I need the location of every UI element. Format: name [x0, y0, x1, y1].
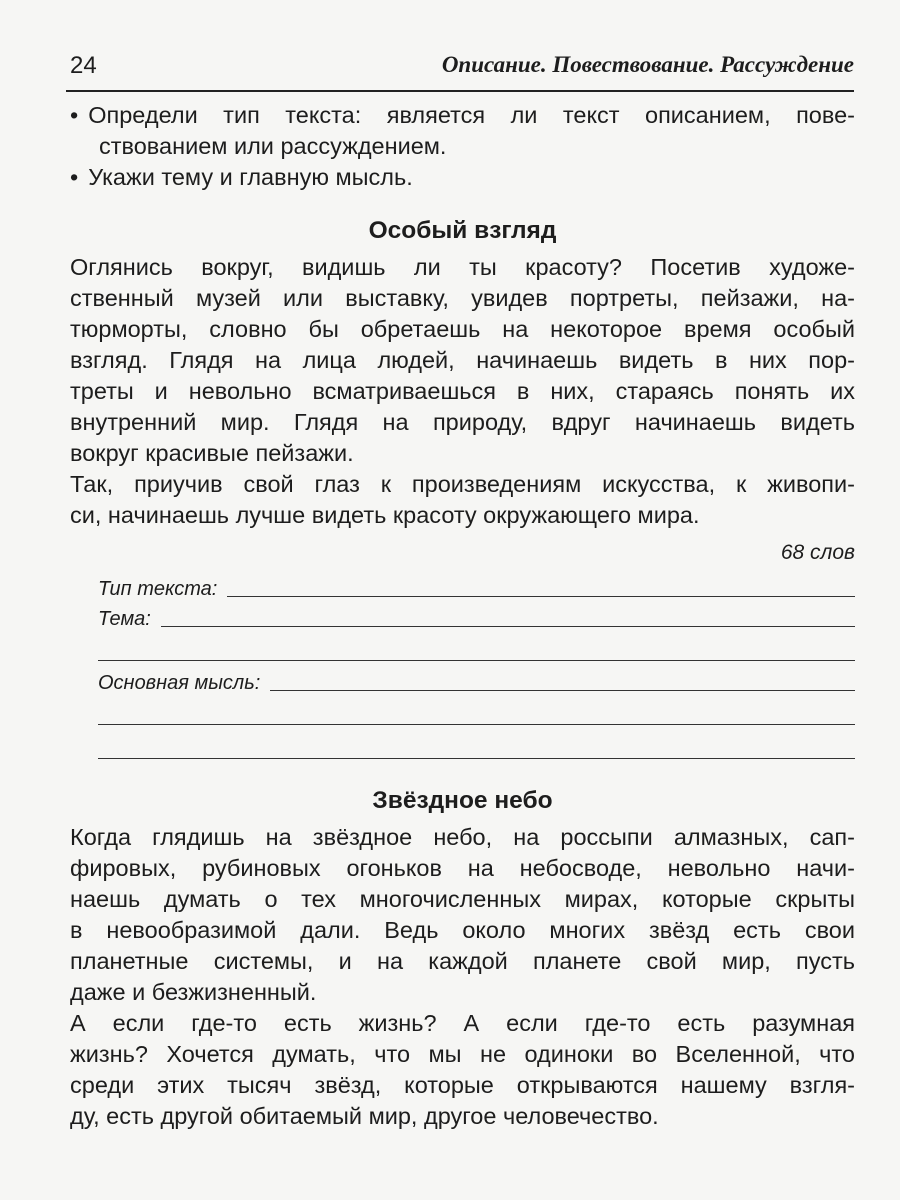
- text1-body: [70, 252, 855, 531]
- text-type-row: [98, 571, 855, 601]
- header-divider: [66, 90, 854, 92]
- text-type-field[interactable]: [227, 596, 855, 597]
- text-line: А если где-то есть жизнь? А если где-то есть разумная: [70, 1010, 855, 1036]
- text-line: фировых, рубиновых огоньков на небосводе, невольно начи-: [70, 855, 855, 881]
- text-line: си, начинаешь лучше видеть красоту окружающего мира.: [70, 502, 700, 528]
- text-line: Оглянись вокруг, видишь ли ты красоту? Посетив художе-: [70, 254, 855, 280]
- answer-form: [70, 571, 855, 759]
- page-number: 24: [70, 52, 97, 79]
- text-line: в невообразимой дали. Ведь около многих звёзд есть свои: [70, 917, 855, 943]
- task-line: • Укажи тему и главную мысль.: [70, 164, 413, 190]
- page-content: [70, 100, 855, 1132]
- text-line: взгляд. Глядя на лица людей, начинаешь видеть в них пор-: [70, 347, 855, 373]
- theme-field[interactable]: [161, 626, 855, 627]
- theme-field-continuation[interactable]: [98, 631, 855, 661]
- theme-row: [98, 601, 855, 631]
- word-count: 68 слов: [780, 541, 855, 564]
- text-line: тюрморты, словно бы обретаешь на некоторое время особый: [70, 316, 855, 342]
- main-idea-row: [98, 665, 855, 695]
- text-type-label: Тип текста:: [98, 578, 218, 600]
- main-idea-field-continuation[interactable]: [98, 729, 855, 759]
- text-line: жизнь? Хочется думать, что мы не одиноки во Вселенной, что: [70, 1041, 855, 1067]
- task-line: • Определи тип текста: является ли текст описанием, пове-: [70, 102, 855, 128]
- text2-title: Звёздное небо: [372, 787, 553, 814]
- task-line: ствованием или рассуждением.: [99, 133, 447, 159]
- main-idea-field-continuation[interactable]: [98, 695, 855, 725]
- text-line: Так, приучив свой глаз к произведениям искусства, к живопи-: [70, 471, 855, 497]
- text-line: внутренний мир. Глядя на природу, вдруг начинаешь видеть: [70, 409, 855, 435]
- text1-title: Особый взгляд: [368, 217, 557, 244]
- text-line: ду, есть другой обитаемый мир, другое человечество.: [70, 1103, 659, 1129]
- bullet-icon: •: [70, 164, 79, 190]
- text-line: даже и безжизненный.: [70, 979, 317, 1005]
- text-line: планетные системы, и на каждой планете свой мир, пусть: [70, 948, 855, 974]
- main-idea-label: Основная мысль:: [98, 672, 261, 694]
- running-title: Описание. Повествование. Рассуждение: [441, 52, 854, 77]
- text-line: ственный музей или выставку, увидев портреты, пейзажи, на-: [70, 285, 855, 311]
- text-line: Когда глядишь на звёздное небо, на россыпи алмазных, сап-: [70, 824, 855, 850]
- task-list: [70, 100, 855, 193]
- text-line: среди этих тысяч звёзд, которые открываются нашему взгля-: [70, 1072, 855, 1098]
- text-line: треты и невольно всматриваешься в них, стараясь понять их: [70, 378, 855, 404]
- theme-label: Тема:: [98, 608, 151, 630]
- text-line: наешь думать о тех многочисленных мирах, которые скрыты: [70, 886, 855, 912]
- text-line: вокруг красивые пейзажи.: [70, 440, 354, 466]
- bullet-icon: •: [70, 102, 79, 128]
- main-idea-field[interactable]: [270, 690, 855, 691]
- text2-body: [70, 822, 855, 1132]
